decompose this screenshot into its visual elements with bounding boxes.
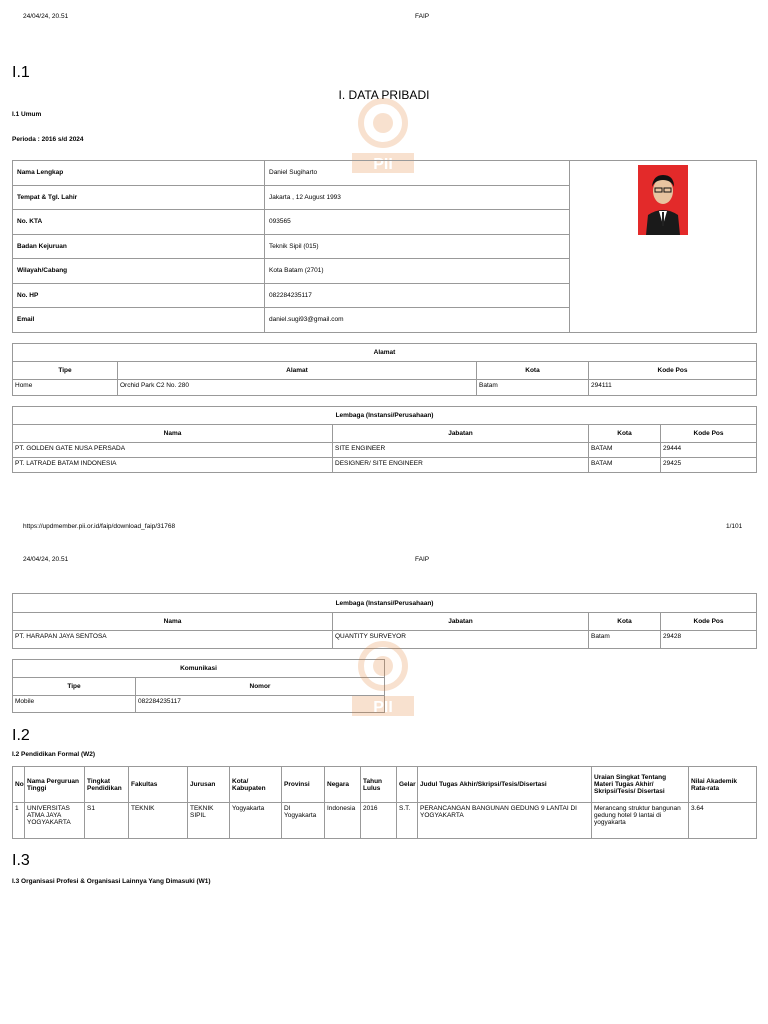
page-number: 1/101: [726, 523, 743, 530]
column-header: Nilai Akademik Rata-rata: [689, 767, 757, 803]
table-caption: Alamat: [13, 344, 757, 362]
column-header: Kode Pos: [661, 425, 757, 443]
table-cell: PERANCANGAN BANGUNAN GEDUNG 9 LANTAI DI YOGYAKARTA: [418, 803, 592, 839]
table-cell: PT. HARAPAN JAYA SENTOSA: [13, 631, 333, 649]
field-label: Email: [13, 308, 265, 333]
table-cell: SITE ENGINEER: [333, 443, 589, 458]
field-label: Badan Kejuruan: [13, 234, 265, 259]
table-cell: 1: [13, 803, 25, 839]
footer-url[interactable]: https://updmember.pii.or.id/faip/download_faip/31768: [23, 523, 176, 530]
subsection-title-umum: I.1 Umum: [12, 111, 42, 118]
table-cell: TEKNIK SIPIL: [188, 803, 230, 839]
column-header: Nama: [13, 425, 333, 443]
print-doc-title: FAIP: [415, 556, 430, 563]
column-header: Tipe: [13, 362, 118, 380]
table-cell: 3.64: [689, 803, 757, 839]
table-cell: Orchid Park C2 No. 280: [118, 380, 477, 396]
column-header: No: [13, 767, 25, 803]
column-header: Nama Perguruan Tinggi: [25, 767, 85, 803]
column-header: Jabatan: [333, 613, 589, 631]
table-cell: S.T.: [397, 803, 418, 839]
table-row: [13, 696, 385, 713]
table-cell: 29444: [661, 443, 757, 458]
print-timestamp: 24/04/24, 20.51: [23, 13, 69, 20]
table-cell: Home: [13, 380, 118, 396]
table-cell: Indonesia: [325, 803, 361, 839]
institution-table: [12, 406, 757, 473]
table-cell: TEKNIK: [129, 803, 188, 839]
column-header: Kota: [589, 425, 661, 443]
table-cell: BATAM: [589, 458, 661, 473]
field-label: No. KTA: [13, 210, 265, 235]
table-cell: 29425: [661, 458, 757, 473]
page-title: I. DATA PRIBADI: [338, 88, 430, 102]
education-table: [12, 766, 757, 839]
profile-photo: [638, 165, 688, 235]
period-label: Perioda : 2016 s/d 2024: [12, 136, 84, 143]
column-header: Kota: [589, 613, 661, 631]
column-header: Provinsi: [282, 767, 325, 803]
field-label: No. HP: [13, 283, 265, 308]
table-cell: Yogyakarta: [230, 803, 282, 839]
table-caption: Lembaga (Instansi/Perusahaan): [13, 594, 757, 613]
field-value: Kota Batam (2701): [265, 259, 570, 284]
column-header: Kode Pos: [661, 613, 757, 631]
table-cell: Merancang struktur bangunan gedung hotel 9 lantai di yogyakarta: [592, 803, 689, 839]
field-label: Tempat & Tgl. Lahir: [13, 185, 265, 210]
field-label: Wilayah/Cabang: [13, 259, 265, 284]
table-cell: QUANTITY SURVEYOR: [333, 631, 589, 649]
table-cell: UNIVERSITAS ATMA JAYA YOGYAKARTA: [25, 803, 85, 839]
watermark-text: PII: [373, 156, 393, 173]
pii-watermark-logo: [350, 638, 416, 718]
section-heading-1-1: I.1: [12, 64, 30, 81]
column-header: Judul Tugas Akhir/Skripsi/Tesis/Disertasi: [418, 767, 592, 803]
column-header: Tipe: [13, 678, 136, 696]
table-cell: PT. LATRADE BATAM INDONESIA: [13, 458, 333, 473]
table-row: [13, 443, 757, 458]
field-label: Nama Lengkap: [13, 161, 265, 186]
print-doc-title: FAIP: [415, 13, 430, 20]
table-cell: S1: [85, 803, 129, 839]
column-header: Jabatan: [333, 425, 589, 443]
column-header: Jurusan: [188, 767, 230, 803]
print-timestamp: 24/04/24, 20.51: [23, 556, 69, 563]
column-header: Negara: [325, 767, 361, 803]
field-value: daniel.sugi93@gmail.com: [265, 308, 570, 333]
field-value: Jakarta , 12 August 1993: [265, 185, 570, 210]
column-header: Nama: [13, 613, 333, 631]
table-cell: Batam: [477, 380, 589, 396]
table-cell: 294111: [589, 380, 757, 396]
address-table: [12, 343, 757, 396]
table-cell: Mobile: [13, 696, 136, 713]
table-cell: Batam: [589, 631, 661, 649]
field-value: 093565: [265, 210, 570, 235]
column-header: Kode Pos: [589, 362, 757, 380]
watermark-text: PII: [373, 699, 393, 716]
field-value: Daniel Sugiharto: [265, 161, 570, 186]
table-caption: Komunikasi: [13, 660, 385, 678]
column-header: Alamat: [118, 362, 477, 380]
column-header: Fakultas: [129, 767, 188, 803]
column-header: Uraian Singkat Tentang Materi Tugas Akhir/ Skripsi/Tesis/ Disertasi: [592, 767, 689, 803]
field-value: Teknik Sipil (015): [265, 234, 570, 259]
field-value: 082284235117: [265, 283, 570, 308]
table-cell: DI Yogyakarta: [282, 803, 325, 839]
table-cell: 29428: [661, 631, 757, 649]
table-cell: 082284235117: [136, 696, 385, 713]
section-heading-1-2: I.2: [12, 727, 30, 744]
table-cell: 2016: [361, 803, 397, 839]
communication-table: [12, 659, 385, 713]
table-caption: Lembaga (Instansi/Perusahaan): [13, 407, 757, 425]
table-cell: BATAM: [589, 443, 661, 458]
table-row: [13, 458, 757, 473]
subsection-title-organization: I.3 Organisasi Profesi & Organisasi Lainnya Yang Dimasuki (W1): [12, 878, 211, 885]
column-header: Tahun Lulus: [361, 767, 397, 803]
column-header: Kota: [477, 362, 589, 380]
column-header: Gelar: [397, 767, 418, 803]
column-header: Nomor: [136, 678, 385, 696]
column-header: Tingkat Pendidikan: [85, 767, 129, 803]
table-cell: PT. GOLDEN GATE NUSA PERSADA: [13, 443, 333, 458]
table-row: [13, 380, 757, 396]
table-row: [13, 803, 757, 839]
column-header: Kota/ Kabupaten: [230, 767, 282, 803]
table-cell: DESIGNER/ SITE ENGINEER: [333, 458, 589, 473]
subsection-title-education: I.2 Pendidikan Formal (W2): [12, 751, 96, 758]
section-heading-1-3: I.3: [12, 852, 30, 869]
